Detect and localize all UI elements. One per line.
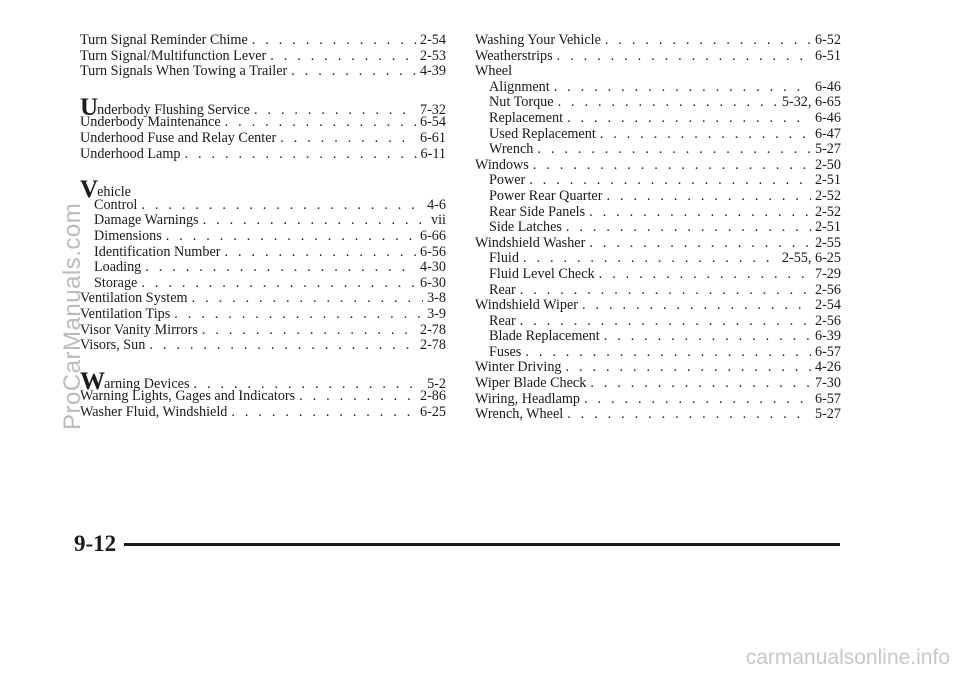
entry-pages: 6-51	[814, 47, 841, 64]
leader-dots	[202, 323, 416, 339]
entry-pages: 6-46	[814, 109, 841, 126]
entry-label: Ventilation System	[80, 290, 188, 307]
leader-dots	[582, 298, 811, 314]
section-initial-u: U	[80, 93, 99, 121]
w-section	[80, 366, 446, 421]
entry-pages: 2-55	[814, 234, 841, 251]
entry-label: Wheel	[475, 63, 513, 80]
entry-label: Nut Torque	[489, 94, 554, 111]
leader-dots	[567, 407, 811, 423]
index-subentry	[475, 95, 841, 111]
leader-dots	[231, 405, 416, 421]
index-subentry	[475, 220, 841, 236]
leader-dots	[299, 389, 416, 405]
entry-label: Fluid	[489, 250, 519, 267]
entry-label: Turn Signal/Multifunction Lever	[80, 47, 267, 64]
t-entries	[80, 33, 446, 80]
index-subentry	[475, 283, 841, 299]
index-entry	[80, 115, 446, 131]
entry-label: Blade Replacement	[489, 328, 600, 345]
index-entry	[80, 147, 446, 163]
index-subentry	[475, 80, 841, 96]
leader-dots	[203, 213, 427, 229]
index-entry	[475, 49, 841, 65]
entry-pages: vii	[431, 212, 446, 229]
index-entry	[80, 131, 446, 147]
entry-label: Underhood Lamp	[80, 145, 181, 162]
entry-label: Control	[94, 196, 138, 213]
entry-label: Underhood Fuse and Relay Center	[80, 129, 277, 146]
entry-pages: 2-56	[814, 312, 841, 329]
u-section	[80, 92, 446, 162]
leader-dots	[252, 33, 416, 49]
entry-pages: 6-56	[419, 243, 446, 260]
leader-dots	[589, 205, 811, 221]
index-entry	[475, 376, 841, 392]
index-entry	[475, 392, 841, 408]
heading-label: ehicle	[97, 184, 131, 201]
leader-dots	[225, 115, 416, 131]
index-subentry	[475, 329, 841, 345]
index-subentry	[475, 173, 841, 189]
bottom-watermark: carmanualsonline.info	[745, 646, 950, 669]
side-watermark: ProCarManuals.com	[59, 202, 86, 430]
entry-label: Damage Warnings	[94, 212, 199, 229]
index-entry	[475, 407, 841, 423]
entry-pages: 2-86	[419, 388, 446, 405]
index-subentry	[475, 189, 841, 205]
index-subentry	[475, 111, 841, 127]
entry-label: Rear	[489, 281, 516, 298]
entry-label: Power	[489, 172, 526, 189]
leader-dots	[557, 49, 811, 65]
entry-pages: 2-54	[419, 32, 446, 48]
leader-dots	[589, 236, 811, 252]
entry-pages: 6-57	[814, 343, 841, 360]
leader-dots	[141, 198, 423, 214]
index-entry	[80, 405, 446, 421]
page-footer	[74, 532, 840, 556]
entry-pages: 4-30	[419, 259, 446, 276]
leader-dots	[558, 95, 778, 111]
index-entry	[80, 33, 446, 49]
index-subentry	[80, 260, 446, 276]
leader-dots	[525, 345, 811, 361]
leader-dots	[523, 251, 778, 267]
index-entry	[80, 92, 446, 121]
entry-pages: 6-66	[419, 227, 446, 244]
index-entry	[475, 33, 841, 49]
entry-pages: 6-25	[419, 403, 446, 420]
index-subentry	[475, 267, 841, 283]
index-subentry	[80, 229, 446, 245]
index-subentry	[80, 245, 446, 261]
entry-label: Alignment	[489, 78, 550, 95]
index-entry	[80, 389, 446, 405]
entry-label: Ventilation Tips	[80, 305, 171, 322]
entry-label: Dimensions	[94, 227, 162, 244]
index-left-column	[80, 33, 446, 420]
entry-label: Identification Number	[94, 243, 221, 260]
leader-dots	[533, 158, 811, 174]
entry-pages: 5-32, 6-65	[781, 94, 841, 111]
index-subentry	[475, 127, 841, 143]
entry-label: arning Devices	[104, 375, 190, 392]
entry-label: Windows	[475, 156, 529, 173]
entry-label: Wiper Blade Check	[475, 375, 587, 392]
index-subentry	[80, 276, 446, 292]
entry-pages: 6-54	[419, 114, 446, 131]
leader-dots	[529, 173, 811, 189]
entry-pages: 2-56	[814, 281, 841, 298]
entry-pages: 4-26	[814, 359, 841, 376]
entry-pages: 4-39	[419, 63, 446, 80]
leader-dots	[520, 314, 811, 330]
index-entry	[80, 366, 446, 395]
leader-dots	[145, 260, 416, 276]
index-heading	[80, 174, 446, 204]
entry-pages: 5-2	[427, 375, 446, 392]
entry-pages: 2-51	[814, 172, 841, 189]
entry-pages: 6-39	[814, 328, 841, 345]
leader-dots	[566, 220, 811, 236]
index-entry	[475, 64, 841, 80]
entry-pages: 6-52	[814, 32, 841, 48]
entry-pages: 2-55, 6-25	[781, 250, 841, 267]
entry-pages: 6-61	[419, 129, 446, 146]
leader-dots	[174, 307, 423, 323]
leader-dots	[270, 49, 416, 65]
entry-label: Turn Signal Reminder Chime	[80, 32, 248, 48]
leader-dots	[606, 189, 811, 205]
index-entry	[475, 298, 841, 314]
entry-label: Weatherstrips	[475, 47, 553, 64]
entry-pages: 2-52	[814, 203, 841, 220]
leader-dots	[192, 291, 423, 307]
entry-label: Visor Vanity Mirrors	[80, 321, 198, 338]
entry-pages: 7-32	[419, 101, 446, 118]
leader-dots	[224, 245, 416, 261]
index-right-column	[475, 33, 841, 423]
entry-label: Loading	[94, 259, 142, 276]
index-subentry	[475, 345, 841, 361]
leader-dots	[141, 276, 416, 292]
entry-label: Fluid Level Check	[489, 265, 595, 282]
entry-label: Side Latches	[489, 219, 562, 236]
entry-label: Used Replacement	[489, 125, 596, 142]
entry-pages: 2-78	[419, 321, 446, 338]
entry-label: Wiring, Headlamp	[475, 390, 581, 407]
entry-label: Warning Lights, Gages and Indicators	[80, 388, 296, 405]
index-entry	[475, 236, 841, 252]
entry-pages: 3-8	[427, 290, 446, 307]
leader-dots	[566, 360, 811, 376]
index-entry	[475, 360, 841, 376]
entry-label: Rear Side Panels	[489, 203, 586, 220]
leader-dots	[584, 392, 811, 408]
section-initial-w: W	[80, 367, 105, 395]
page-number: 9-12	[74, 531, 117, 556]
index-entry	[80, 307, 446, 323]
leader-dots	[599, 267, 811, 283]
entry-pages: 2-53	[419, 47, 446, 64]
leader-dots	[166, 229, 416, 245]
leader-dots	[554, 80, 811, 96]
entry-label: Windshield Washer	[475, 234, 586, 251]
entry-pages: 3-9	[427, 305, 446, 322]
entry-pages: 6-11	[420, 145, 446, 162]
leader-dots	[537, 142, 811, 158]
index-subentry	[475, 314, 841, 330]
index-entry	[80, 49, 446, 65]
entry-label: Storage	[94, 274, 138, 291]
index-subentry	[80, 198, 446, 214]
entry-pages: 4-6	[427, 196, 446, 213]
leader-dots	[590, 376, 811, 392]
index-subentry	[475, 251, 841, 267]
entry-label: Visors, Sun	[80, 337, 146, 354]
entry-label: Windshield Wiper	[475, 297, 579, 314]
entry-pages: 5-27	[814, 141, 841, 158]
entry-label: Replacement	[489, 109, 564, 126]
entry-pages: 2-78	[419, 337, 446, 354]
entry-pages: 7-29	[814, 265, 841, 282]
entry-label: Washing Your Vehicle	[475, 32, 601, 48]
entry-pages: 6-47	[814, 125, 841, 142]
index-subentry	[475, 142, 841, 158]
section-initial-v: V	[80, 176, 99, 204]
v-section	[80, 174, 446, 354]
leader-dots	[291, 64, 416, 80]
entry-label: Fuses	[489, 343, 522, 360]
entry-label: Winter Driving	[475, 359, 562, 376]
entry-pages: 7-30	[814, 375, 841, 392]
entry-pages: 6-46	[814, 78, 841, 95]
index-entry	[80, 323, 446, 339]
entry-pages: 2-54	[814, 297, 841, 314]
entry-label: Turn Signals When Towing a Trailer	[80, 63, 288, 80]
index-subentry	[475, 205, 841, 221]
entry-label: Rear	[489, 312, 516, 329]
leader-dots	[149, 338, 416, 354]
index-entry	[80, 338, 446, 354]
leader-dots	[604, 329, 811, 345]
entry-label: Power Rear Quarter	[489, 187, 603, 204]
leader-dots	[280, 131, 416, 147]
leader-dots	[184, 147, 416, 163]
entry-pages: 2-50	[814, 156, 841, 173]
entry-pages: 5-27	[814, 406, 841, 423]
entry-label: Underbody Maintenance	[80, 114, 221, 131]
entry-pages: 2-52	[814, 187, 841, 204]
entry-pages: 2-51	[814, 219, 841, 236]
leader-dots	[605, 33, 811, 49]
entry-label: Washer Fluid, Windshield	[80, 403, 228, 420]
entry-label: Wrench	[489, 141, 534, 158]
entry-pages: 6-30	[419, 274, 446, 291]
entry-pages: 6-57	[814, 390, 841, 407]
entry-label: nderbody Flushing Service	[97, 101, 250, 118]
entry-label: Wrench, Wheel	[475, 406, 564, 423]
leader-dots	[520, 283, 811, 299]
footer-rule	[124, 543, 840, 546]
index-entry	[80, 64, 446, 80]
index-entry	[80, 291, 446, 307]
leader-dots	[567, 111, 811, 127]
index-subentry	[80, 213, 446, 229]
leader-dots	[600, 127, 811, 143]
index-entry	[475, 158, 841, 174]
